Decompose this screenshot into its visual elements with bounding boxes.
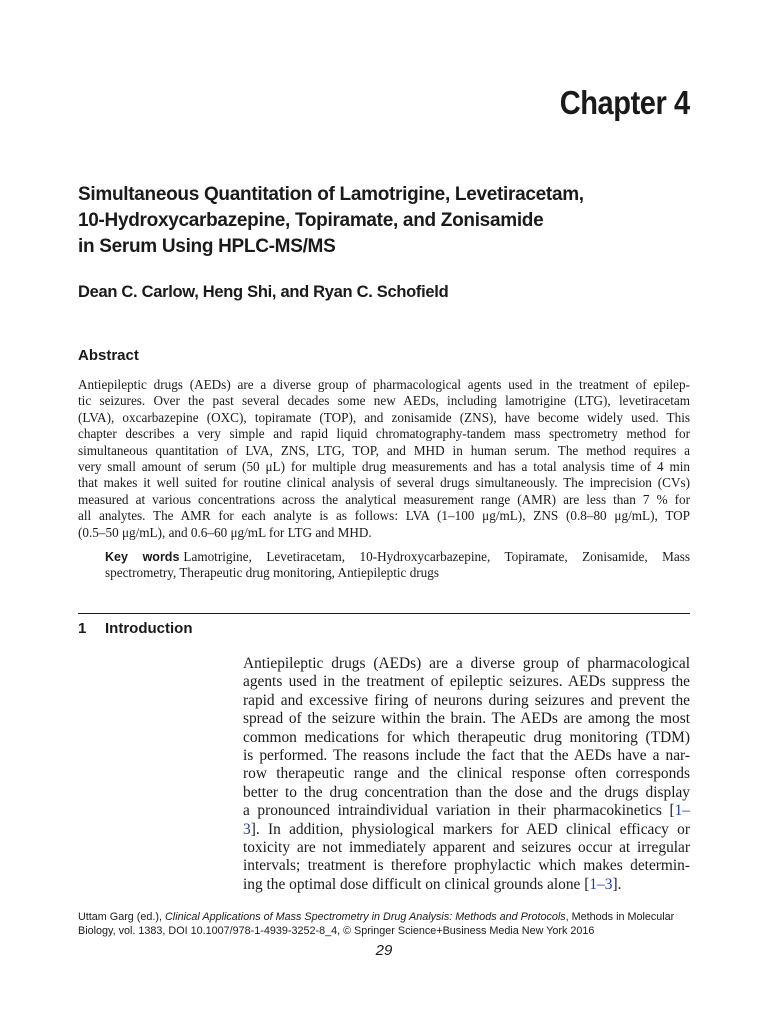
citation-link[interactable]: 3 (243, 820, 251, 838)
abstract-line: (LVA), oxcarbazepine (OXC), topiramate (TOP), and zonisamide (ZNS), have become widely used. This (78, 409, 690, 425)
abstract-body (78, 377, 690, 541)
chapter-title (78, 182, 698, 260)
body-line: better to the drug concentration than the dose and the drugs display (243, 783, 690, 801)
keywords-line: spectrometry, Therapeutic drug monitoring, Antiepileptic drugs (105, 565, 440, 581)
section-heading-introduction (78, 620, 192, 637)
body-line: row therapeutic range and the clinical response often corresponds (243, 765, 690, 783)
abstract-line: simultaneous quantitation of LVA, ZNS, LTG, TOP, and MHD in human serum. The method requires a (78, 442, 690, 458)
body-line: rapid and excessive firing of neurons during seizures and prevent the (243, 691, 690, 709)
abstract-line: all analytes. The AMR for each analyte is as follows: LVA (1–100 μg/mL), ZNS (0.8–80 μg/mL), TOP (78, 508, 690, 524)
section-divider (78, 613, 690, 614)
body-line (243, 802, 690, 820)
abstract-heading: Abstract (78, 347, 139, 364)
chapter-label: Chapter 4 (560, 84, 690, 121)
body-line: spread of the seizure within the brain. The AEDs are among the most (243, 710, 690, 728)
book-title: Clinical Applications of Mass Spectrometry in Drug Analysis: Methods and Protocols (165, 911, 566, 923)
footer-text: Uttam Garg (ed.), (78, 911, 165, 923)
body-line: Antiepileptic drugs (AEDs) are a diverse group of pharmacological (243, 655, 690, 672)
body-text: ing the optimal dose difficult on clinical grounds alone [ (243, 875, 590, 893)
keywords-text: Lamotrigine, Levetiracetam, 10-Hydroxycarbazepine, Topiramate, Zonisamide, Mass (183, 549, 690, 564)
citation-link[interactable]: 1–3 (589, 875, 613, 893)
section-title: Introduction (105, 620, 193, 637)
author-list: Dean C. Carlow, Heng Shi, and Ryan C. Schofield (78, 283, 449, 301)
footer-text: , Methods in Molecular (565, 911, 675, 923)
abstract-line: very small amount of serum (50 μL) for multiple drug measurements and has a total analysis time of 4 min (78, 459, 690, 475)
body-line: common medications for which therapeutic drug monitoring (TDM) (243, 728, 690, 746)
introduction-body (243, 655, 690, 894)
title-line: Simultaneous Quantitation of Lamotrigine, Levetiracetam, (78, 184, 584, 205)
footer-citation (78, 911, 690, 938)
abstract-line: tic seizures. Over the past several decades some new AEDs, including lamotrigine (LTG), levetiracetam (78, 393, 690, 409)
body-line: agents used in the treatment of epileptic seizures. AEDs suppress the (243, 673, 690, 691)
body-line: is performed. The reasons include the fact that the AEDs have a nar- (243, 747, 690, 765)
footer-line (78, 911, 690, 925)
page-number: 29 (375, 942, 393, 959)
abstract-line: chapter describes a very simple and rapid liquid chromatography-tandem mass spectrometry method for (78, 426, 690, 442)
body-line (243, 821, 690, 839)
keywords-line (105, 549, 690, 565)
body-text: ]. (612, 875, 622, 893)
body-line (243, 876, 690, 894)
abstract-line: (0.5–50 μg/mL), and 0.6–60 μg/mL for LTG and MHD. (78, 524, 372, 540)
keywords-label: Key words (105, 550, 180, 564)
citation-link[interactable]: 1– (674, 802, 690, 820)
body-text: a pronounced intraindividual variation in their pharmacokinetics [ (243, 802, 675, 820)
body-line: toxicity are not immediately apparent and seizures occur at irregular (243, 839, 690, 857)
abstract-line: measured at various concentrations across the analytical measurement range (AMR) are less than 7 % for (78, 491, 690, 507)
body-line: intervals; treatment is therefore prophylactic which makes determin- (243, 857, 690, 875)
footer-line: Biology, vol. 1383, DOI 10.1007/978-1-4939-3252-8_4, © Springer Science+Business Media New York 2016 (78, 924, 595, 937)
title-line: in Serum Using HPLC-MS/MS (78, 236, 336, 257)
abstract-line: that makes it well suited for routine clinical analysis of several drugs simultaneously. The imprecision (CVs) (78, 475, 690, 491)
title-line: 10-Hydroxycarbazepine, Topiramate, and Zonisamide (78, 210, 544, 231)
keywords-block (105, 549, 690, 582)
body-text: ]. In addition, physiological markers for AED clinical efficacy or (250, 820, 690, 838)
section-number: 1 (78, 620, 87, 637)
abstract-line: Antiepileptic drugs (AEDs) are a diverse group of pharmacological agents used in the treatment of epilep- (78, 377, 690, 392)
